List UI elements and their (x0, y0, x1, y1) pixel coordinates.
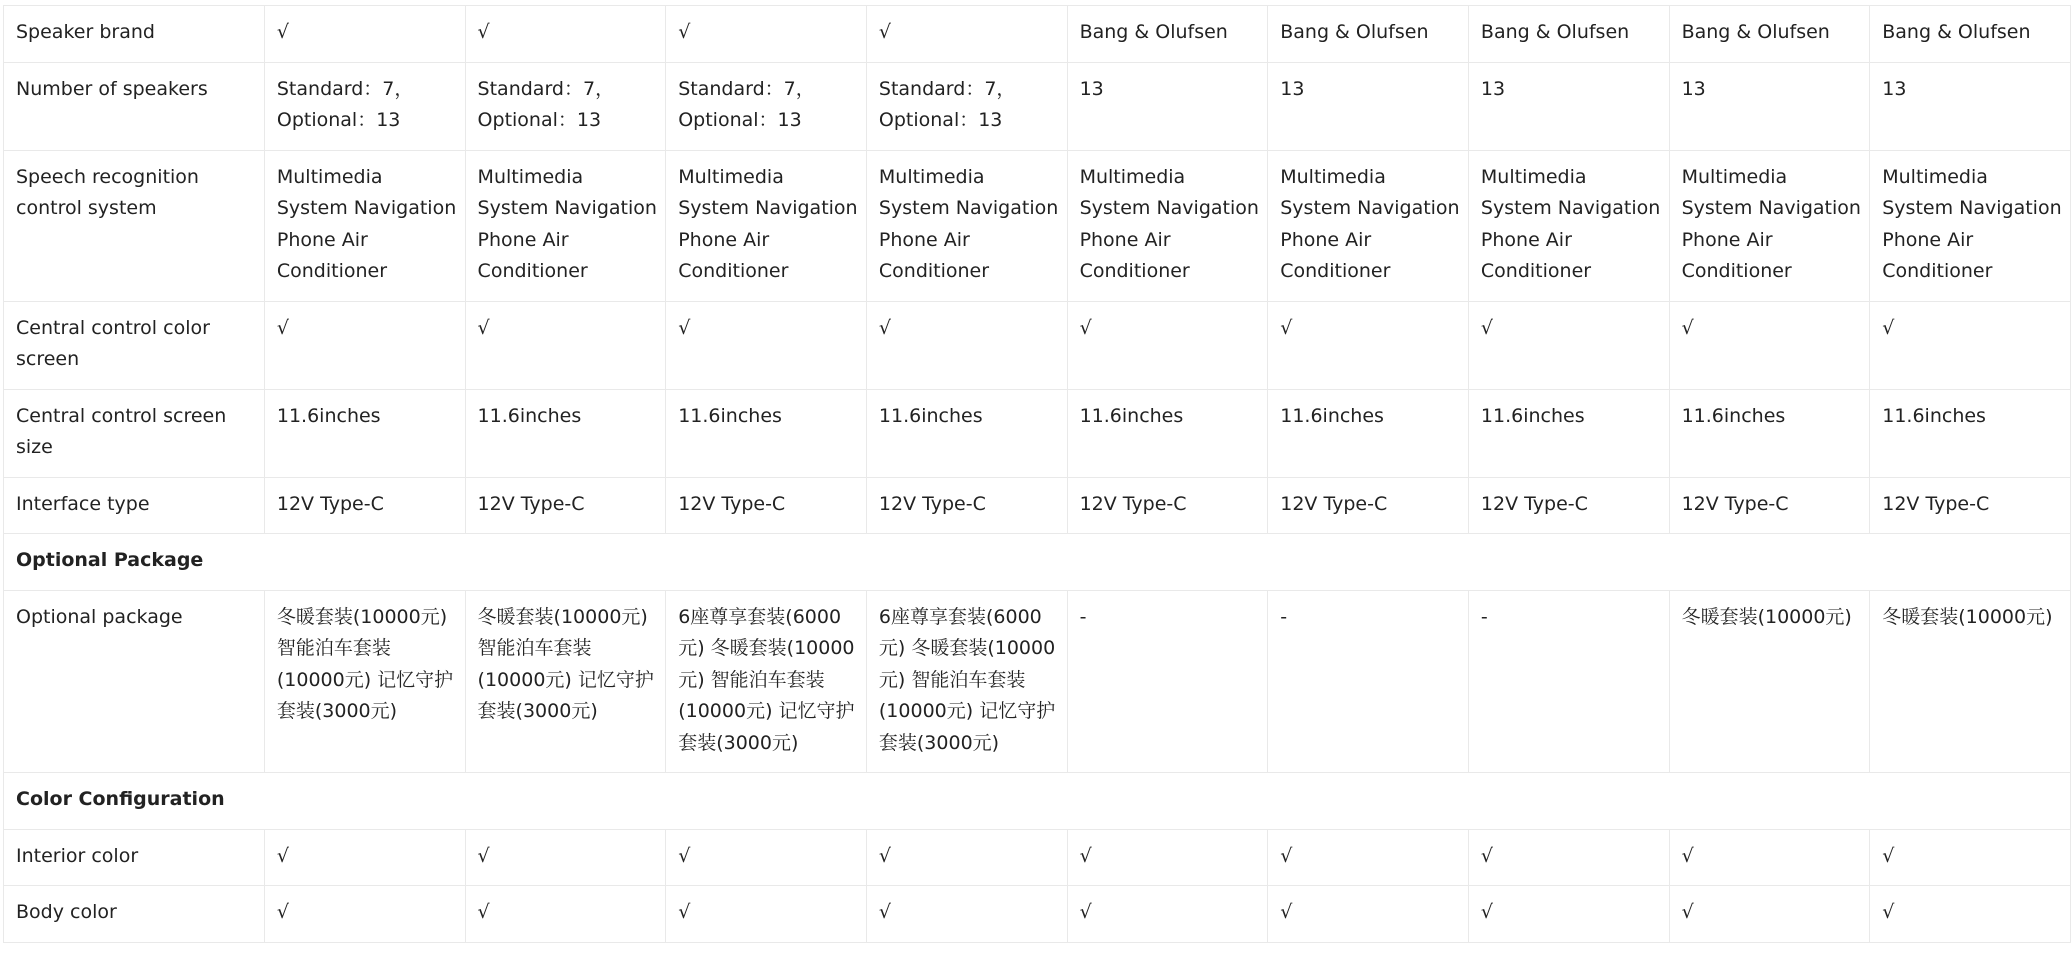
value-cell: √ (1669, 829, 1870, 886)
value-cell: Multimedia System Navigation Phone Air Conditioner (666, 150, 867, 301)
value-cell: √ (1468, 301, 1669, 389)
value-cell: 13 (1468, 62, 1669, 150)
value-cell: √ (1067, 829, 1268, 886)
value-cell: Bang & Olufsen (1870, 6, 2071, 63)
value-cell: 11.6inches (866, 389, 1067, 477)
value-cell: Bang & Olufsen (1669, 6, 1870, 63)
row-label: Central control color screen (4, 301, 265, 389)
row-label: Optional package (4, 590, 265, 773)
value-cell: √ (465, 301, 666, 389)
table-row (4, 62, 2071, 150)
value-cell: √ (1468, 829, 1669, 886)
value-cell: 冬暖套装(10000元) (1870, 590, 2071, 773)
value-cell: Bang & Olufsen (1268, 6, 1469, 63)
value-cell: √ (1870, 301, 2071, 389)
table-row (4, 477, 2071, 534)
spec-table-container (3, 5, 2071, 943)
spec-table (3, 5, 2071, 943)
table-row (4, 389, 2071, 477)
value-cell: 12V Type-C (866, 477, 1067, 534)
value-cell: √ (666, 829, 867, 886)
value-cell: √ (264, 829, 465, 886)
row-label: Body color (4, 886, 265, 943)
row-label: Interior color (4, 829, 265, 886)
value-cell: 12V Type-C (1870, 477, 2071, 534)
value-cell: 12V Type-C (1669, 477, 1870, 534)
section-header-row (4, 534, 2071, 591)
value-cell: √ (1468, 886, 1669, 943)
section-title: Color Configuration (4, 773, 2071, 830)
value-cell: Multimedia System Navigation Phone Air Conditioner (866, 150, 1067, 301)
value-cell: √ (264, 886, 465, 943)
value-cell: 12V Type-C (264, 477, 465, 534)
value-cell: 6座尊享套装(6000元) 冬暖套装(10000元) 智能泊车套装(10000元) 记忆守护套装(3000元) (666, 590, 867, 773)
value-cell: √ (1870, 829, 2071, 886)
row-label: Speech recognition control system (4, 150, 265, 301)
value-cell: 11.6inches (1268, 389, 1469, 477)
value-cell: 12V Type-C (1468, 477, 1669, 534)
value-cell: √ (264, 6, 465, 63)
value-cell: 6座尊享套装(6000元) 冬暖套装(10000元) 智能泊车套装(10000元) 记忆守护套装(3000元) (866, 590, 1067, 773)
value-cell: - (1468, 590, 1669, 773)
value-cell: √ (465, 6, 666, 63)
value-cell: Bang & Olufsen (1067, 6, 1268, 63)
value-cell: 13 (1870, 62, 2071, 150)
value-cell: 12V Type-C (666, 477, 867, 534)
value-cell: √ (866, 886, 1067, 943)
value-cell: Multimedia System Navigation Phone Air Conditioner (1468, 150, 1669, 301)
value-cell: √ (666, 301, 867, 389)
value-cell: Multimedia System Navigation Phone Air Conditioner (1268, 150, 1469, 301)
value-cell: Multimedia System Navigation Phone Air Conditioner (1669, 150, 1870, 301)
value-cell: 11.6inches (1067, 389, 1268, 477)
value-cell: 11.6inches (465, 389, 666, 477)
value-cell: √ (1268, 301, 1469, 389)
value-cell: Standard：7，Optional：13 (465, 62, 666, 150)
value-cell: √ (1870, 886, 2071, 943)
spec-table-body (4, 6, 2071, 943)
value-cell: √ (264, 301, 465, 389)
value-cell: 12V Type-C (1067, 477, 1268, 534)
value-cell: √ (1268, 886, 1469, 943)
table-row (4, 150, 2071, 301)
value-cell: 11.6inches (1468, 389, 1669, 477)
value-cell: Standard：7，Optional：13 (866, 62, 1067, 150)
table-row (4, 886, 2071, 943)
table-row (4, 829, 2071, 886)
table-row (4, 590, 2071, 773)
value-cell: √ (1067, 301, 1268, 389)
value-cell: √ (666, 6, 867, 63)
value-cell: 13 (1067, 62, 1268, 150)
value-cell: Multimedia System Navigation Phone Air Conditioner (465, 150, 666, 301)
value-cell: 13 (1669, 62, 1870, 150)
value-cell: 11.6inches (1870, 389, 2071, 477)
value-cell: 11.6inches (666, 389, 867, 477)
value-cell: Multimedia System Navigation Phone Air Conditioner (1067, 150, 1268, 301)
value-cell: √ (866, 301, 1067, 389)
table-row (4, 6, 2071, 63)
row-label: Speaker brand (4, 6, 265, 63)
value-cell: √ (465, 886, 666, 943)
value-cell: Multimedia System Navigation Phone Air Conditioner (264, 150, 465, 301)
value-cell: Standard：7，Optional：13 (264, 62, 465, 150)
value-cell: 冬暖套装(10000元) 智能泊车套装(10000元) 记忆守护套装(3000元) (465, 590, 666, 773)
value-cell: √ (1669, 301, 1870, 389)
value-cell: 11.6inches (264, 389, 465, 477)
value-cell: 13 (1268, 62, 1469, 150)
value-cell: √ (1268, 829, 1469, 886)
value-cell: √ (866, 6, 1067, 63)
value-cell: √ (1067, 886, 1268, 943)
value-cell: - (1268, 590, 1469, 773)
section-header-row (4, 773, 2071, 830)
value-cell: 11.6inches (1669, 389, 1870, 477)
value-cell: - (1067, 590, 1268, 773)
value-cell: 冬暖套装(10000元) 智能泊车套装(10000元) 记忆守护套装(3000元) (264, 590, 465, 773)
value-cell: √ (666, 886, 867, 943)
value-cell: Standard：7，Optional：13 (666, 62, 867, 150)
row-label: Central control screen size (4, 389, 265, 477)
section-title: Optional Package (4, 534, 2071, 591)
value-cell: 冬暖套装(10000元) (1669, 590, 1870, 773)
value-cell: √ (465, 829, 666, 886)
value-cell: Bang & Olufsen (1468, 6, 1669, 63)
value-cell: 12V Type-C (1268, 477, 1469, 534)
value-cell: √ (1669, 886, 1870, 943)
value-cell: Multimedia System Navigation Phone Air Conditioner (1870, 150, 2071, 301)
row-label: Interface type (4, 477, 265, 534)
value-cell: √ (866, 829, 1067, 886)
table-row (4, 301, 2071, 389)
value-cell: 12V Type-C (465, 477, 666, 534)
row-label: Number of speakers (4, 62, 265, 150)
